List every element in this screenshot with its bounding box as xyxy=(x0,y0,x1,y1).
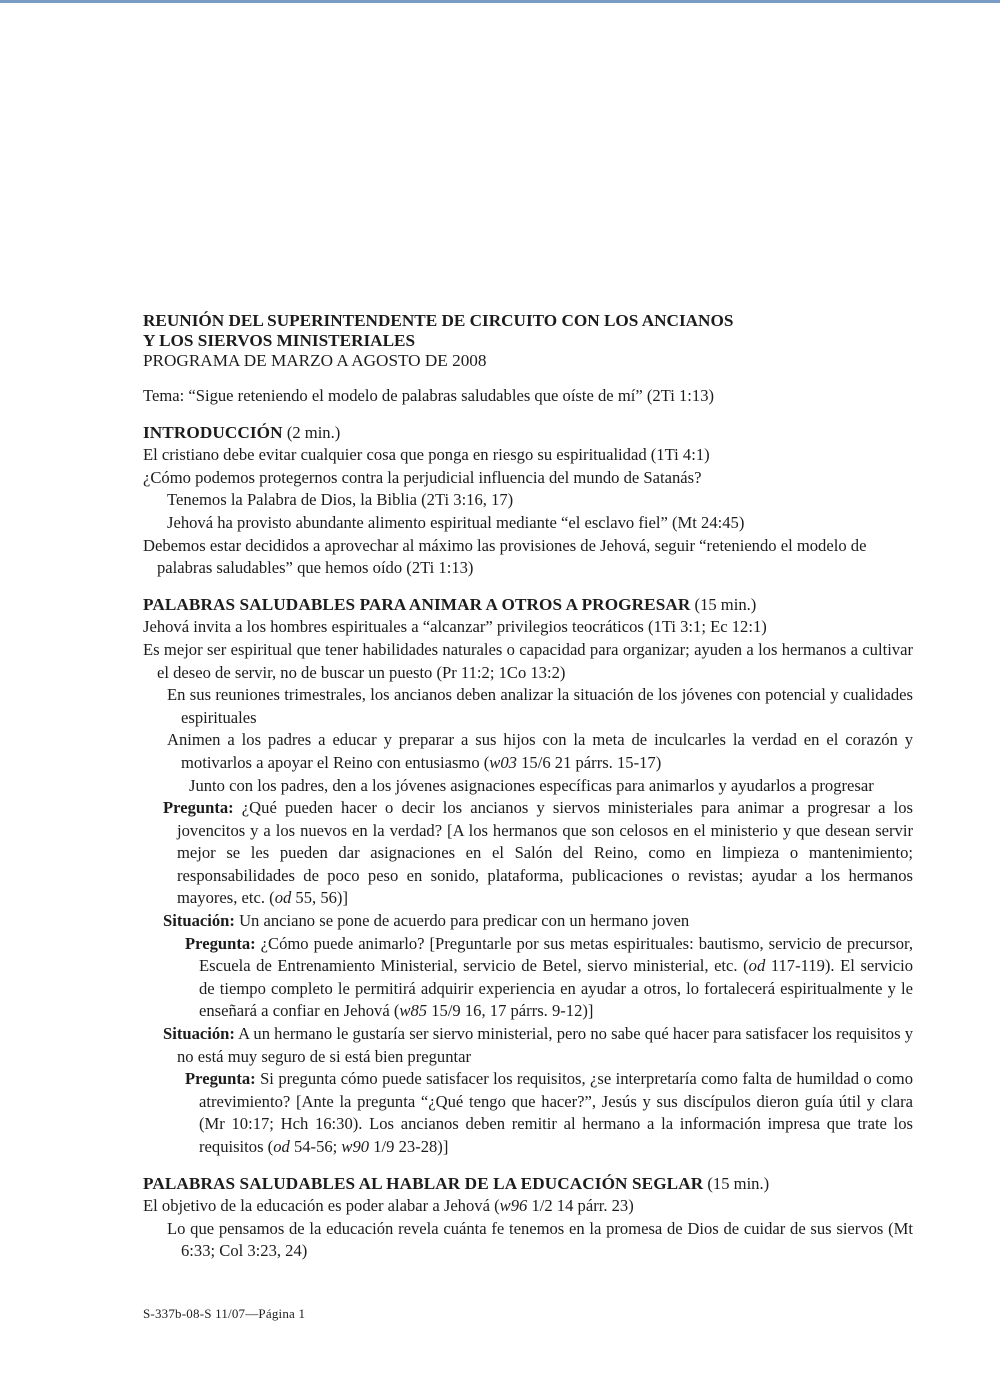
section2-point-2: Es mejor ser espiritual que tener habilidades naturales o capacidad para organizar; ayuden a los hermanos a cultivar el deseo de servir, no de buscar un puesto (Pr 11:2; 1Co 13:2) xyxy=(143,639,913,682)
scan-top-border xyxy=(0,0,1000,3)
reference: od xyxy=(273,1137,290,1156)
document-body xyxy=(143,311,913,1263)
intro-title: INTRODUCCIÓN xyxy=(143,422,283,442)
question-label: Pregunta: xyxy=(185,933,256,953)
section2-point-5: Junto con los padres, den a los jóvenes asignaciones específicas para animarlos y ayudarlos a progresar xyxy=(189,775,874,795)
intro-point-1: El cristiano debe evitar cualquier cosa que ponga en riesgo su espiritualidad (1Ti 4:1) xyxy=(143,445,710,465)
section3-point-1: El objetivo de la educación es poder alabar a Jehová (w96 1/2 14 párr. 23) xyxy=(143,1196,634,1216)
section2-point-1: Jehová invita a los hombres espirituales a “alcanzar” privilegios teocráticos (1Ti 3:1; Ec 12:1) xyxy=(143,617,767,637)
reference: w96 xyxy=(499,1196,528,1216)
situation-label: Situación: xyxy=(163,911,235,931)
section2-point-4: Animen a los padres a educar y preparar a sus hijos con la meta de inculcarles la verdad en el corazón y motivarlos a apoyar el Reino con entusiasmo (w03 15/6 21 párrs. 15-17) xyxy=(167,730,913,772)
section3-duration: (15 min.) xyxy=(703,1173,770,1193)
section3-title: PALABRAS SALUDABLES AL HABLAR DE LA EDUCACIÓN SEGLAR xyxy=(143,1173,704,1193)
intro-duration: (2 min.) xyxy=(282,422,341,442)
question-1: Pregunta: ¿Qué pueden hacer o decir los ancianos y siervos ministeriales para animar a progresar a los jovencitos y a los nuevos en la verdad? [A los hermanos que son celosos en el ministerio y que desean servir mejor se les pueden dar asignaciones en el Salón del Reino, como en limpieza o mantenimiento; responsabilidades de poco peso en sonido, plataforma, publicaciones o revistas; ayudar a los hermanos mayores, etc. (od 55, 56)] xyxy=(163,798,913,908)
intro-heading xyxy=(143,422,913,445)
question-label: Pregunta: xyxy=(163,798,234,818)
situation-2: Situación: A un hermano le gustaría ser siervo ministerial, pero no sabe qué hacer para satisfacer los requisitos y no está muy seguro de si está bien preguntar xyxy=(163,1024,913,1066)
page-footer: S-337b-08-S 11/07—Página 1 xyxy=(143,1306,306,1321)
question-3: Pregunta: Si pregunta cómo puede satisfacer los requisitos, ¿se interpretaría como falta de humildad o como atrevimiento? [Ante la pregunta “¿Qué tengo que hacer?”, Jesús y sus discípulos dieron guía útil y clara (Mr 10:17; Hch 16:30). Los ancianos deben remitir al hermano a la información impresa que trate los requisitos (od 54-56; w90 1/9 23-28)] xyxy=(185,1069,913,1156)
intro-point-5: Debemos estar decididos a aprovechar al máximo las provisiones de Jehová, seguir “reteniendo el modelo de palabras saludables” que hemos oído (2Ti 1:13) xyxy=(143,535,867,578)
reference: w03 xyxy=(489,752,517,772)
section2-title: PALABRAS SALUDABLES PARA ANIMAR A OTROS A PROGRESAR xyxy=(143,594,691,614)
intro-point-4: Jehová ha provisto abundante alimento espiritual mediante “el esclavo fiel” (Mt 24:45) xyxy=(167,512,745,532)
situation-1: Situación: Un anciano se pone de acuerdo para predicar con un hermano joven xyxy=(163,911,690,931)
reference: w90 xyxy=(341,1137,370,1156)
title-line-2: Y LOS SIERVOS MINISTERIALES xyxy=(143,330,416,350)
reference: w85 xyxy=(399,1001,428,1021)
section3-heading xyxy=(143,1173,913,1196)
section2-duration: (15 min.) xyxy=(690,594,757,614)
intro-point-3: Tenemos la Palabra de Dios, la Biblia (2Ti 3:16, 17) xyxy=(167,490,514,510)
section3-point-2: Lo que pensamos de la educación revela cuánta fe tenemos en la promesa de Dios de cuidar de sus siervos (Mt 6:33; Col 3:23, 24) xyxy=(167,1218,913,1261)
question-label: Pregunta: xyxy=(185,1069,256,1089)
situation-label: Situación: xyxy=(163,1024,235,1044)
reference: od xyxy=(274,888,292,908)
title-line-1: REUNIÓN DEL SUPERINTENDENTE DE CIRCUITO CON LOS ANCIANOS xyxy=(143,311,734,330)
section2-heading xyxy=(143,594,913,617)
question-2: Pregunta: ¿Cómo puede animarlo? [Preguntarle por sus metas espirituales: bautismo, servicio de precursor, Escuela de Entrenamiento Ministerial, servicio de Betel, siervo ministerial, etc. (od 117-119). El servicio de tiempo completo le permitirá adquirir experiencia en ayudar a otros, lo fortalecerá espiritualmente y le enseñará a confiar en Jehová (w85 15/9 16, 17 párrs. 9-12)] xyxy=(185,933,913,1021)
reference: od xyxy=(748,956,766,976)
section2-point-3: En sus reuniones trimestrales, los ancianos deben analizar la situación de los jóvenes con potencial y cualidades espirituales xyxy=(167,685,913,727)
theme-line: Tema: “Sigue reteniendo el modelo de palabras saludables que oíste de mí” (2Ti 1:13) xyxy=(143,386,715,405)
program-line: PROGRAMA DE MARZO A AGOSTO DE 2008 xyxy=(143,351,487,370)
intro-point-2: ¿Cómo podemos protegernos contra la perjudicial influencia del mundo de Satanás? xyxy=(143,467,702,487)
